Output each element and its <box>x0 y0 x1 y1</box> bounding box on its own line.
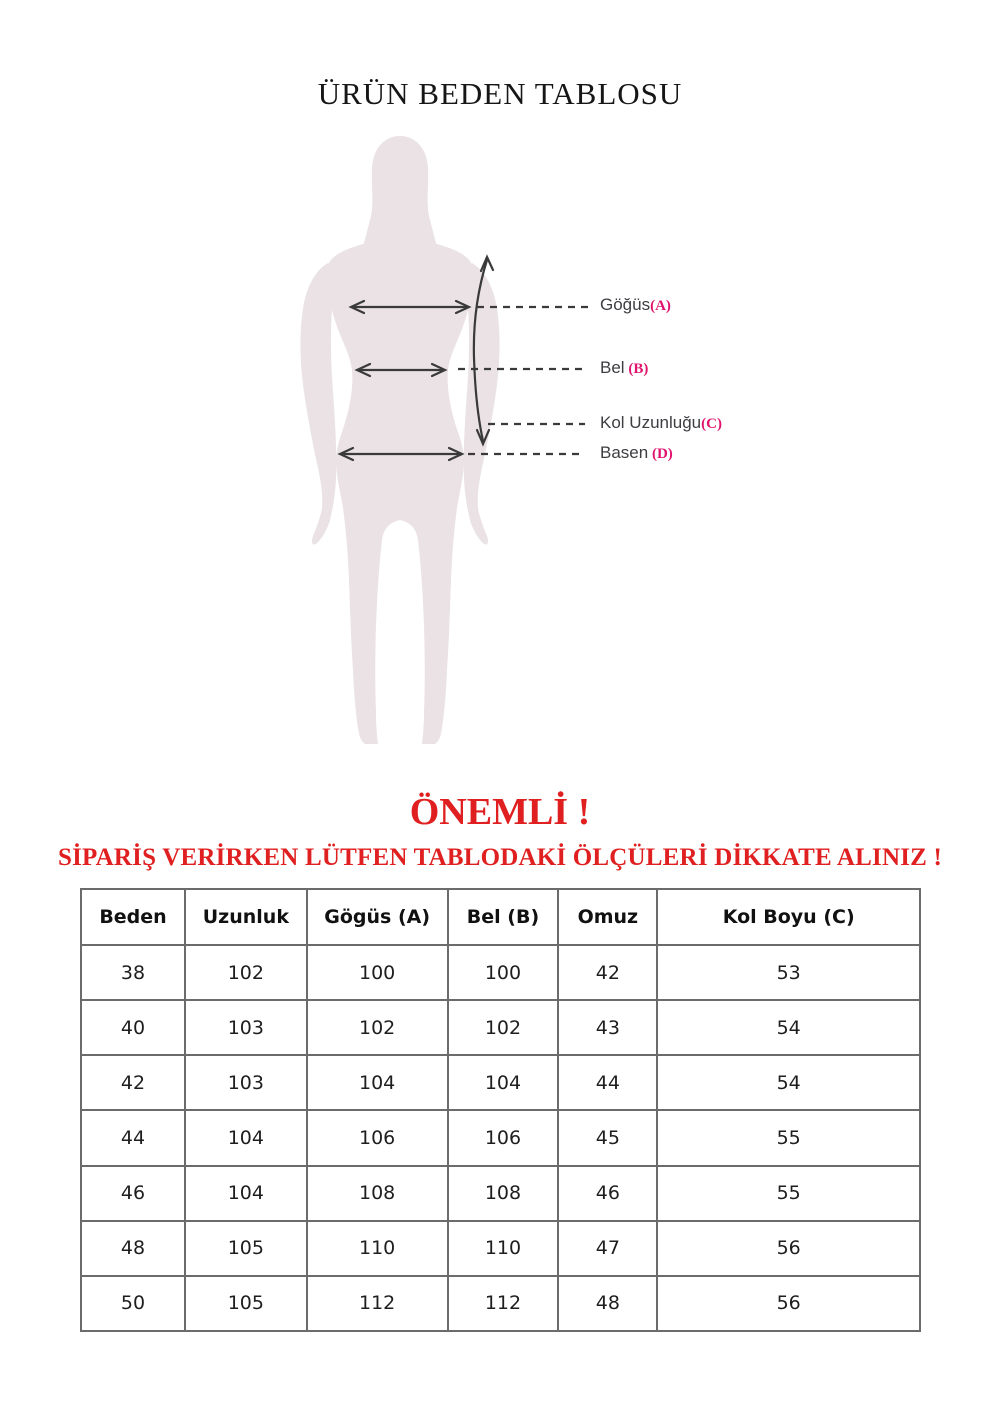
table-cell: 38 <box>81 945 185 1000</box>
label-waist-letter: (B) <box>624 361 649 377</box>
table-cell: 102 <box>307 1000 448 1055</box>
table-cell: 45 <box>558 1110 657 1165</box>
table-cell: 100 <box>448 945 559 1000</box>
table-cell: 47 <box>558 1221 657 1276</box>
table-cell: 100 <box>307 945 448 1000</box>
table-cell: 104 <box>185 1110 307 1165</box>
important-subheading: SİPARİŞ VERİRKEN LÜTFEN TABLODAKİ ÖLÇÜLERİ DİKKATE ALINIZ ! <box>58 844 942 871</box>
female-silhouette <box>300 136 499 744</box>
table-row <box>81 1221 920 1276</box>
table-cell: 108 <box>448 1166 559 1221</box>
table-cell: 102 <box>448 1000 559 1055</box>
table-cell: 56 <box>657 1276 920 1331</box>
label-hip <box>600 443 673 463</box>
label-waist-text: Bel <box>600 358 625 377</box>
column-header: Beden <box>81 889 185 945</box>
label-arm-length <box>600 413 722 433</box>
label-chest-text: Göğüs <box>600 295 651 314</box>
table-cell: 43 <box>558 1000 657 1055</box>
table-cell: 106 <box>307 1110 448 1165</box>
column-header: Uzunluk <box>185 889 307 945</box>
table-cell: 108 <box>307 1166 448 1221</box>
table-cell: 103 <box>185 1055 307 1110</box>
table-cell: 104 <box>307 1055 448 1110</box>
column-header: Kol Boyu (C) <box>657 889 920 945</box>
size-table <box>80 888 921 1332</box>
table-cell: 48 <box>558 1276 657 1331</box>
table-cell: 40 <box>81 1000 185 1055</box>
column-header: Bel (B) <box>448 889 559 945</box>
size-table-body <box>81 945 920 1331</box>
table-cell: 103 <box>185 1000 307 1055</box>
table-row <box>81 945 920 1000</box>
table-cell: 54 <box>657 1000 920 1055</box>
page-title: ÜRÜN BEDEN TABLOSU <box>317 76 683 111</box>
table-row <box>81 1276 920 1331</box>
table-cell: 42 <box>81 1055 185 1110</box>
label-arm-length-text: Kol Uzunluğu <box>600 413 702 432</box>
table-cell: 54 <box>657 1055 920 1110</box>
table-cell: 105 <box>185 1276 307 1331</box>
table-cell: 55 <box>657 1166 920 1221</box>
table-cell: 44 <box>81 1110 185 1165</box>
label-chest <box>600 295 671 315</box>
table-row <box>81 1166 920 1221</box>
table-row <box>81 1055 920 1110</box>
table-cell: 102 <box>185 945 307 1000</box>
table-row <box>81 1000 920 1055</box>
table-cell: 53 <box>657 945 920 1000</box>
table-cell: 56 <box>657 1221 920 1276</box>
label-chest-letter: (A) <box>650 298 671 314</box>
label-hip-text: Basen <box>600 443 649 462</box>
label-hip-letter: (D) <box>648 446 673 462</box>
body-measurement-diagram <box>80 130 920 760</box>
table-cell: 46 <box>558 1166 657 1221</box>
important-heading: ÖNEMLİ ! <box>409 791 591 833</box>
column-header: Omuz <box>558 889 657 945</box>
table-cell: 104 <box>448 1055 559 1110</box>
table-cell: 48 <box>81 1221 185 1276</box>
table-cell: 46 <box>81 1166 185 1221</box>
table-cell: 104 <box>185 1166 307 1221</box>
label-arm-length-letter: (C) <box>701 416 722 432</box>
table-cell: 50 <box>81 1276 185 1331</box>
table-cell: 112 <box>307 1276 448 1331</box>
table-row <box>81 1110 920 1165</box>
table-cell: 42 <box>558 945 657 1000</box>
table-cell: 106 <box>448 1110 559 1165</box>
table-cell: 44 <box>558 1055 657 1110</box>
size-table-head <box>81 889 920 945</box>
column-header: Gögüs (A) <box>307 889 448 945</box>
table-cell: 55 <box>657 1110 920 1165</box>
header-row <box>81 889 920 945</box>
table-cell: 110 <box>307 1221 448 1276</box>
table-cell: 110 <box>448 1221 559 1276</box>
table-cell: 105 <box>185 1221 307 1276</box>
label-waist <box>600 358 648 378</box>
table-cell: 112 <box>448 1276 559 1331</box>
